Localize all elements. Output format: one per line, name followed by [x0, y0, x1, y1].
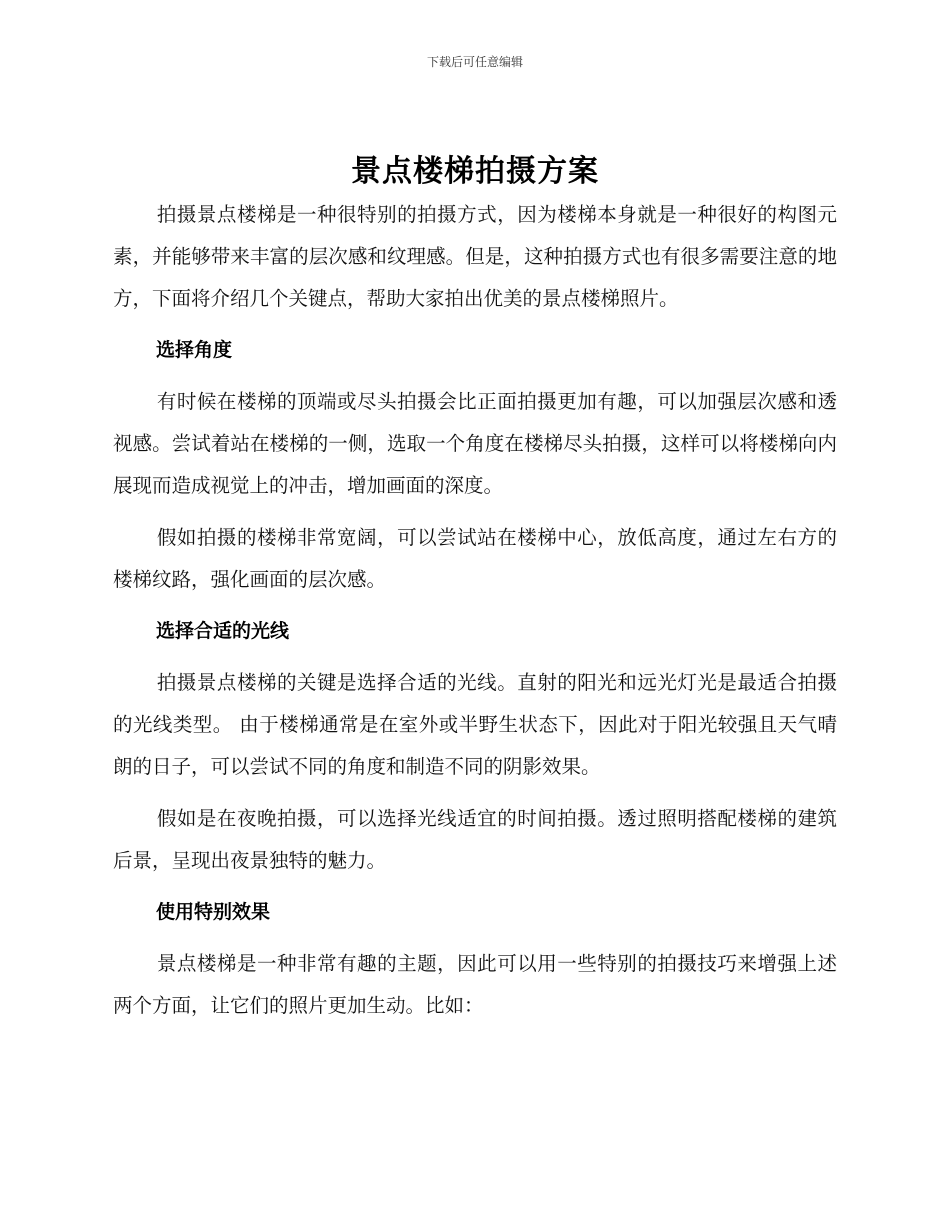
- intro-paragraph: 拍摄景点楼梯是一种很特别的拍摄方式，因为楼梯本身就是一种很好的构图元素，并能够带来丰富的层次感和纹理感。但是，这种拍摄方式也有很多需要注意的地方，下面将介绍几个关键点，帮助大家拍出优美的景点楼梯照片。: [113, 203, 837, 310]
- lighting-paragraph-1: 拍摄景点楼梯的关键是选择合适的光线。直射的阳光和远光灯光是最适合拍摄的光线类型。 由于楼梯通常是在室外或半野生状态下，因此对于阳光较强且天气晴朗的日子，可以尝试不同的角度和制造不同的阴影效果。: [113, 671, 837, 778]
- angle-paragraph-1: 有时候在楼梯的顶端或尽头拍摄会比正面拍摄更加有趣，可以加强层次感和透视感。尝试着站在楼梯的一侧，选取一个角度在楼梯尽头拍摄，这样可以将楼梯向内展现而造成视觉上的冲击，增加画面的深度。: [113, 390, 837, 497]
- page-header: 下载后可任意编辑: [426, 55, 523, 69]
- document-title: 景点楼梯拍摄方案: [351, 154, 599, 189]
- section-heading-effects: 使用特别效果: [156, 901, 271, 923]
- effects-paragraph-1: 景点楼梯是一种非常有趣的主题，因此可以用一些特别的拍摄技巧来增强上述两个方面，让它们的照片更加生动。比如：: [113, 952, 837, 1017]
- document-body: [113, 150, 837, 1027]
- angle-paragraph-2: 假如拍摄的楼梯非常宽阔，可以尝试站在楼梯中心，放低高度，通过左右方的楼梯纹路，强化画面的层次感。: [113, 526, 837, 591]
- lighting-paragraph-2: 假如是在夜晚拍摄，可以选择光线适宜的时间拍摄。透过照明搭配楼梯的建筑后景，呈现出夜景独特的魅力。: [113, 807, 837, 872]
- section-heading-lighting: 选择合适的光线: [156, 620, 290, 642]
- section-heading-angle: 选择角度: [156, 339, 233, 361]
